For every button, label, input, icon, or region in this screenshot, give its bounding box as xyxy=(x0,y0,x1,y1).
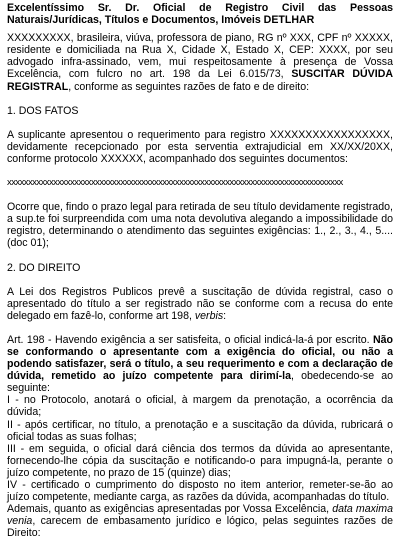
article-item-1: I - no Protocolo, anotará o oficial, à margem da prenotação, a ocorrência da dúvida; xyxy=(7,394,393,419)
article-intro: Art. 198 - Havendo exigência a ser satisfeita, o oficial indicá-la-á por escrito. xyxy=(7,333,373,346)
article-item-2: II - após certificar, no título, a prenotação e a suscitação da dúvida, rubricará o oficial todas as suas folhas; xyxy=(7,418,393,443)
section-heading-law: 2. DO DIREITO xyxy=(7,261,81,274)
law-text-end: : xyxy=(223,309,227,322)
article-end: , obedecendo-se ao seguinte: xyxy=(7,370,393,395)
article-bold-text: Não se conformando o apresentante com a exigência do oficial, ou não a podendo satisfazer, será o título, a seu requerimento e com a declaração de dúvida, remetido ao juízo competente para dirimí-la xyxy=(7,333,393,383)
final-italic-text: data maxima venia xyxy=(7,503,393,528)
final-text: Ademais, quanto as exigências apresentadas por Vossa Excelência, xyxy=(7,503,333,516)
facts-paragraph-2: Ocorre que, findo o prazo legal para retirada de seu título devidamente registrado, a sup.te foi surpreendida com uma nota devolutiva alegando a impossibilidade do registro, determinando o atendimento das seguintes exigências: 1., 2., 3., 4., 5.... (doc 01); xyxy=(7,201,393,250)
article-198-paragraph xyxy=(7,334,393,394)
article-item-4: IV - certificado o cumprimento do disposto no item anterior, remeter-se-ão ao juízo competente, mediante carga, as razões da dúvida, acompanhadas do título. xyxy=(7,479,393,504)
law-text: A Lei dos Registros Publicos prevê a suscitação de dúvida registral, caso o apresentado do título a ser registrado não se conforme com a recusa do ente delegado em fazê-lo, conforme art 198, xyxy=(7,285,393,322)
intro-text: XXXXXXXXX, brasileira, viúva, professora de piano, RG nº XXX, CPF nº XXXXX, residente e domiciliada na Rua X, Cidade X, Estado X, CEP: XXXX, por seu advogado infra-assinado, vem, mui respeitosamente à presença de Vossa Excelência, com fulcro no art. 198 da Lei 6.015/73, xyxy=(7,32,393,81)
law-paragraph-1 xyxy=(7,286,393,322)
intro-text-end: , conforme as seguintes razões de fato e de direito: xyxy=(68,80,310,93)
intro-bold-text: SUSCITAR DÚVIDA REGISTRAL xyxy=(7,68,393,93)
law-italic-text: verbis xyxy=(194,309,224,322)
final-text-end: , carecem de embasamento jurídico e lógico, pelas seguintes razões de Direito: xyxy=(7,515,393,539)
final-paragraph xyxy=(7,503,393,539)
article-item-3: III - em seguida, o oficial dará ciência dos termos da dúvida ao apresentante, fornecendo-lhe cópia da suscitação e notificando-o para impugná-la, perante o juízo competente, no prazo de 15 (quinze) dias; xyxy=(7,442,393,479)
facts-paragraph-1: A suplicante apresentou o requerimento para registro XXXXXXXXXXXXXXXXX, devidamente recepcionado por esta serventia extrajudicial em XX/XX/20XX, conforme protocolo XXXXXX, acompanhado dos seguintes documentos: xyxy=(7,128,393,165)
document-list-placeholder: xxxxxxxxxxxxxxxxxxxxxxxxxxxxxxxxxxxxxxxxxxxxxxxxxxxxxxxxxxxxxxxxxxxxxxxxxxxxxxxx xyxy=(7,177,343,189)
document-title: Excelentíssimo Sr. Dr. Oficial de Registro Civil das Pessoas Naturais/Jurídicas, Títulos e Documentos, Imóveis DETLHAR xyxy=(7,2,393,27)
section-heading-facts: 1. DOS FATOS xyxy=(7,104,79,117)
intro-paragraph xyxy=(7,32,393,92)
